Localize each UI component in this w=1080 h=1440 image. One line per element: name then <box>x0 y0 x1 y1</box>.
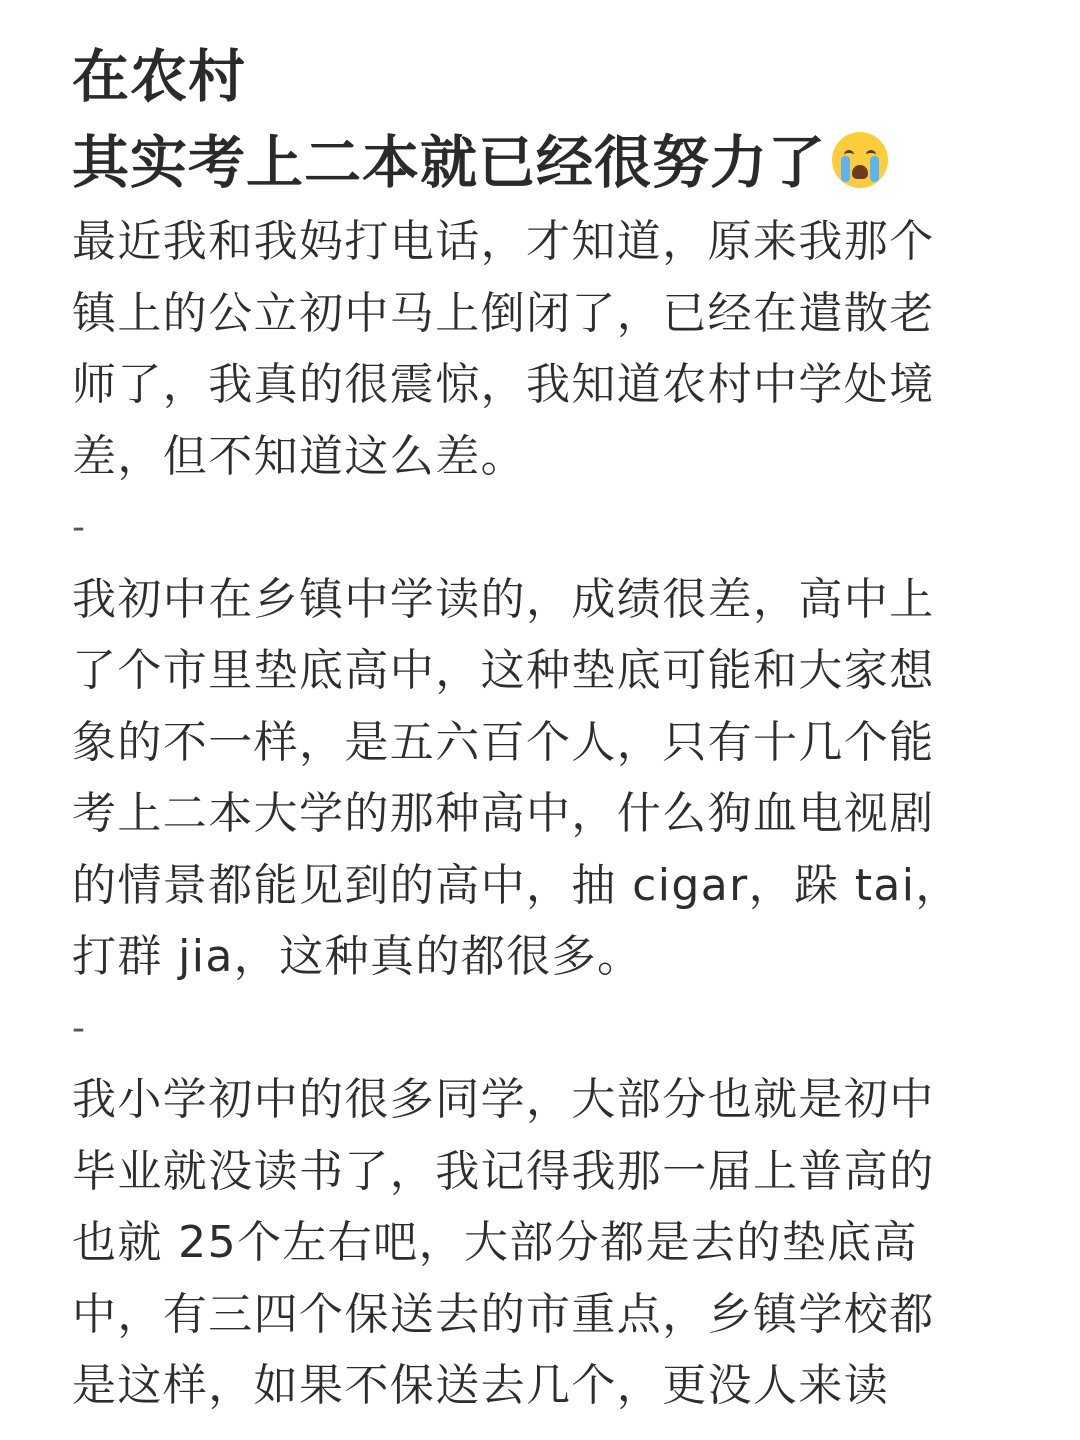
text-line: 中，有三四个保送去的市重点，乡镇学校都 <box>72 1288 935 1340</box>
text-line: 打群 jia，这种真的都很多。 <box>72 931 643 982</box>
text-line: 也就 25个左右吧，大部分都是去的垫底高 <box>72 1217 918 1268</box>
paragraph-2 <box>72 564 982 993</box>
text-line: 差，但不知道这么差。 <box>72 430 526 482</box>
text-line: 我初中在乡镇中学读的，成绩很差，高中上 <box>72 573 935 625</box>
loudly-crying-face-icon <box>832 132 888 188</box>
post-content <box>72 34 982 1422</box>
text-line: 象的不一样，是五六百个人，只有十几个能 <box>72 716 935 768</box>
section-separator: - <box>72 507 85 548</box>
text-line: 的情景都能见到的高中，抽 cigar，跺 tai， <box>72 859 961 911</box>
text-line: 毕业就没读书了，我记得我那一届上普高的 <box>72 1145 935 1197</box>
text-line: 考上二本大学的那种高中，什么狗血电视剧 <box>72 788 935 839</box>
post-title <box>72 34 982 206</box>
title-line-text: 其实考上二本就已经很努力了 <box>72 130 826 196</box>
section-separator: - <box>72 1007 85 1049</box>
paragraph-1 <box>72 206 982 492</box>
text-line: 师了，我真的很震惊，我知道农村中学处境 <box>72 359 935 410</box>
text-line: 我小学初中的很多同学，大部分也就是初中 <box>72 1074 935 1125</box>
paragraph-3 <box>72 1064 982 1422</box>
text-line: 了个市里垫底高中，这种垫底可能和大家想 <box>72 645 935 696</box>
text-line: 镇上的公立初中马上倒闭了，已经在遣散老 <box>72 287 935 339</box>
text-line: 最近我和我妈打电话，才知道，原来我那个 <box>72 216 935 267</box>
title-line-with-emoji <box>72 120 982 206</box>
text-line: 是这样，如果不保送去几个，更没人来读 <box>72 1360 890 1411</box>
title-line: 在农村 <box>72 44 246 110</box>
